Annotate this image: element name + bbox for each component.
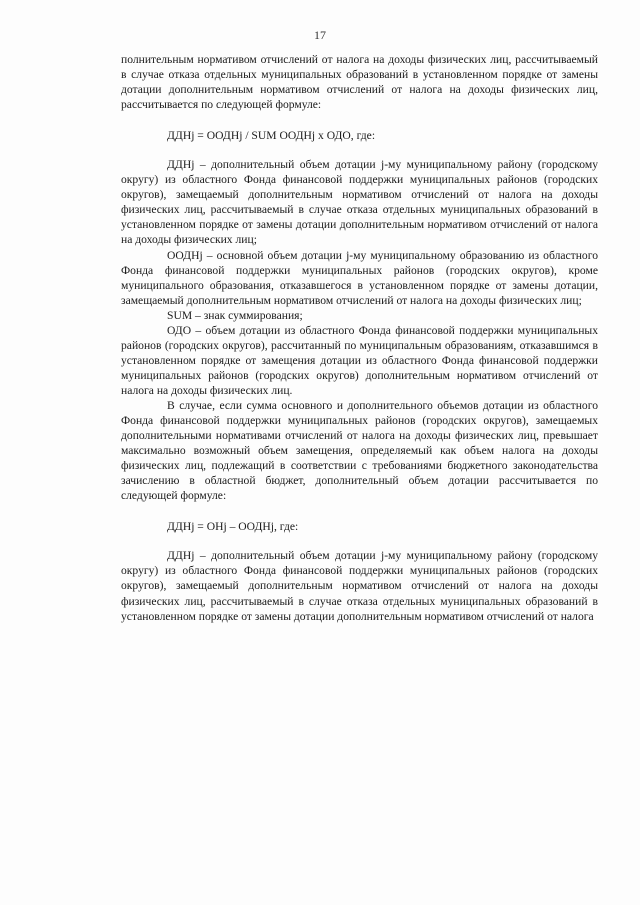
formula-ddn-difference: ДДНj = ОНj – ООДНj, где: xyxy=(167,520,299,534)
definition-ddnj-second: ДДНj – дополнительный объем дотации j-му муниципальному району (городскому округу) из областного Фонда финансовой поддержки муниципальных районов (городских округов), замещаемый дополнительным нормативом отчислений от налога на доходы физических лиц, рассчитываемый в случае отказа отдельных муниципальных образований в установленном порядке от замены дотации дополнительным нормативом отчислений от налога xyxy=(121,549,598,623)
definition-odo: ОДО – объем дотации из областного Фонда финансовой поддержки муниципальных районов (городских округов), рассчитанный по муниципальным образованиям, отказавшимся в установленном порядке от замещения дотации из областного Фонда финансовой поддержки муниципальных районов (городских округов) дополнительным нормативом отчислений от налога на доходы физических лиц. xyxy=(121,323,598,397)
definition-ddnj: ДДНj – дополнительный объем дотации j-му муниципальному району (городскому округу) из областного Фонда финансовой поддержки муниципальных районов (городских округов), замещаемый дополнительным нормативом отчислений от налога на доходы физических лиц, рассчитываемый в случае отказа отдельных муниципальных образований в установленном порядке от замены дотации дополнительным нормативом отчислений от налога на доходы физических лиц; xyxy=(121,158,598,247)
definition-sum: SUM – знак суммирования; xyxy=(167,308,303,322)
paragraph-continuation: полнительным нормативом отчислений от налога на доходы физических лиц, рассчитываемый в случае отказа отдельных муниципальных образований в установленном порядке от замены дотации дополнительным нормативом отчислений от налога на доходы физических лиц, рассчитывается по следующей формуле: xyxy=(121,53,598,112)
document-body xyxy=(121,52,598,624)
page-number: 17 xyxy=(314,28,326,42)
paragraph-excess-case: В случае, если сумма основного и дополнительного объемов дотации из областного Фонда финансовой поддержки муниципальных районов (городских округов), замещаемых дополнительными нормативами отчислений от налога на доходы физических лиц, превышает максимально возможный объем замещения, определяемый как объем налога на доходы физических лиц, подлежащий в соответствии с требованиями бюджетного законодательства зачислению в областной бюджет, дополнительный объем дотации рассчитывается по следующей формуле: xyxy=(121,398,598,503)
formula-ddn-proportional: ДДНj = ООДНj / SUM ООДНj x ОДО, где: xyxy=(167,129,376,143)
definition-oodnj: ООДНj – основной объем дотации j-му муниципальному образованию из областного Фонда финансовой поддержки муниципальных районов (городских округов), кроме муниципального образования, отказавшегося в установленном порядке от замены дотации, замещаемый дополнительным нормативом отчислений от налога на доходы физических лиц; xyxy=(121,248,598,307)
